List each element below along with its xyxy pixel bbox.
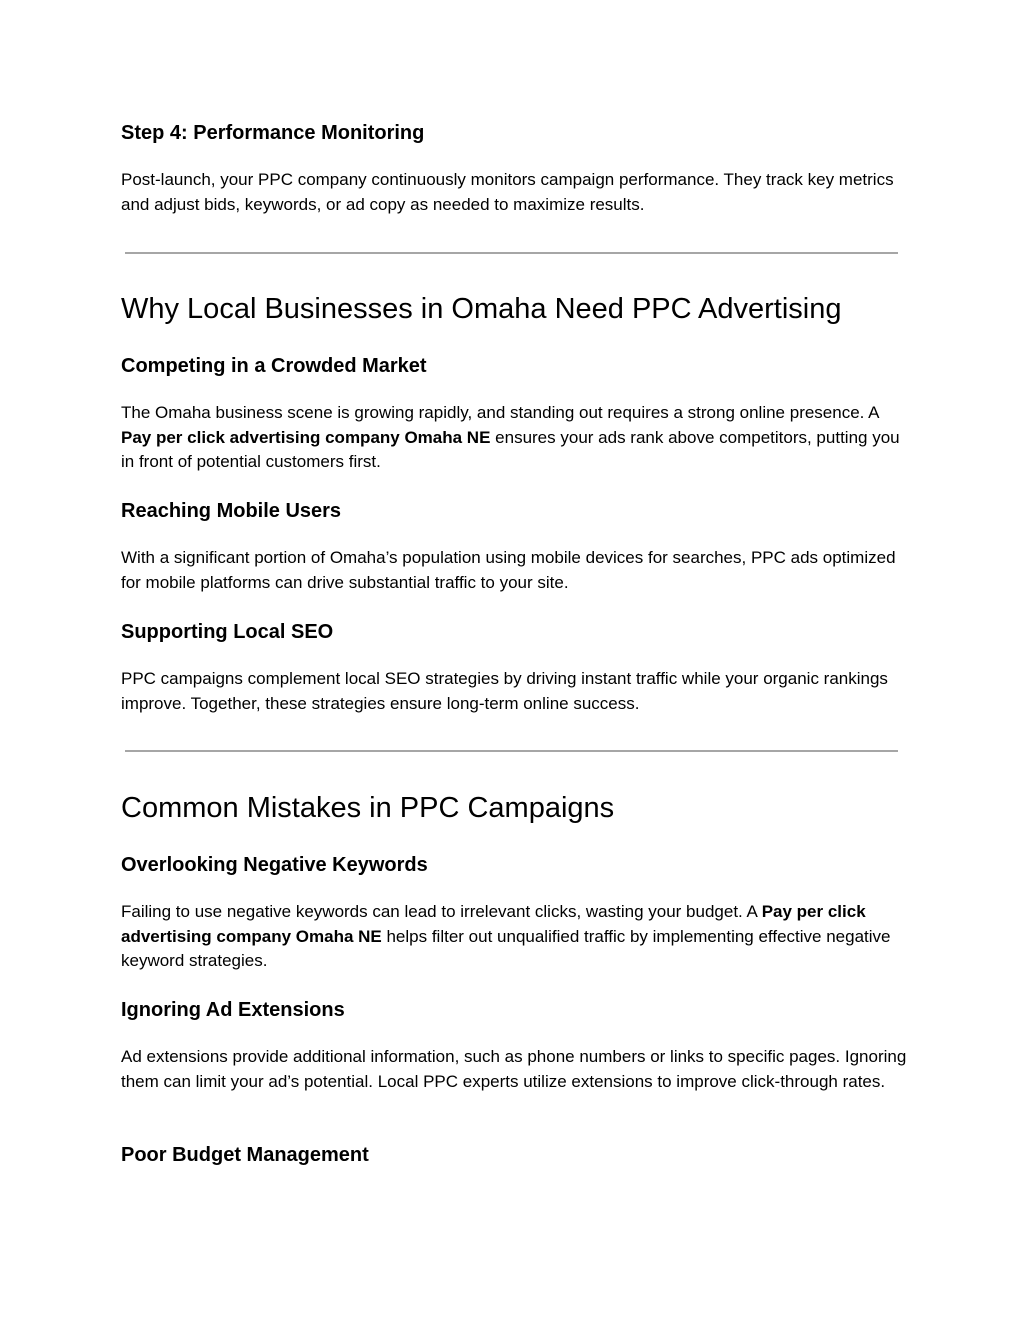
- ad-extensions-heading: Ignoring Ad Extensions: [121, 999, 345, 1021]
- seo-paragraph: PPC campaigns complement local SEO strategies by driving instant traffic while your organic rankings improve. Together, these strategies ensure long-term online success.: [121, 669, 888, 713]
- budget-heading: Poor Budget Management: [121, 1144, 369, 1166]
- why-section-title: Why Local Businesses in Omaha Need PPC Advertising: [121, 293, 842, 325]
- competing-heading: Competing in a Crowded Market: [121, 355, 427, 377]
- section-divider: [125, 750, 898, 752]
- mobile-paragraph: With a significant portion of Omaha’s population using mobile devices for searches, PPC ads optimized for mobile platforms can drive substantial traffic to your site.: [121, 548, 896, 592]
- mistakes-section-title: Common Mistakes in PPC Campaigns: [121, 792, 615, 824]
- keyword-highlight: Pay per click advertising company Omaha NE: [121, 902, 866, 946]
- section-divider: [125, 252, 898, 254]
- mobile-heading: Reaching Mobile Users: [121, 500, 342, 522]
- seo-heading: Supporting Local SEO: [121, 621, 334, 643]
- negative-keywords-heading: Overlooking Negative Keywords: [121, 854, 428, 876]
- ad-extensions-paragraph: Ad extensions provide additional information, such as phone numbers or links to specific pages. Ignoring them can limit your ad’s potential. Local PPC experts utilize extensions to improve click-through rates.: [121, 1047, 907, 1091]
- step4-paragraph: Post-launch, your PPC company continuously monitors campaign performance. They track key metrics and adjust bids, keywords, or ad copy as needed to maximize results.: [121, 170, 894, 214]
- negative-keywords-paragraph: Failing to use negative keywords can lead to irrelevant clicks, wasting your budget. A Pay per click advertising company Omaha NE helps filter out unqualified traffic by implementing effective negative keyword strategies.: [121, 902, 891, 970]
- competing-paragraph: The Omaha business scene is growing rapidly, and standing out requires a strong online presence. A Pay per click advertising company Omaha NE ensures your ads rank above competitors, putting you in front of potential customers first.: [121, 403, 900, 471]
- step4-heading: Step 4: Performance Monitoring: [121, 122, 425, 144]
- keyword-highlight: Pay per click advertising company Omaha NE: [121, 427, 491, 447]
